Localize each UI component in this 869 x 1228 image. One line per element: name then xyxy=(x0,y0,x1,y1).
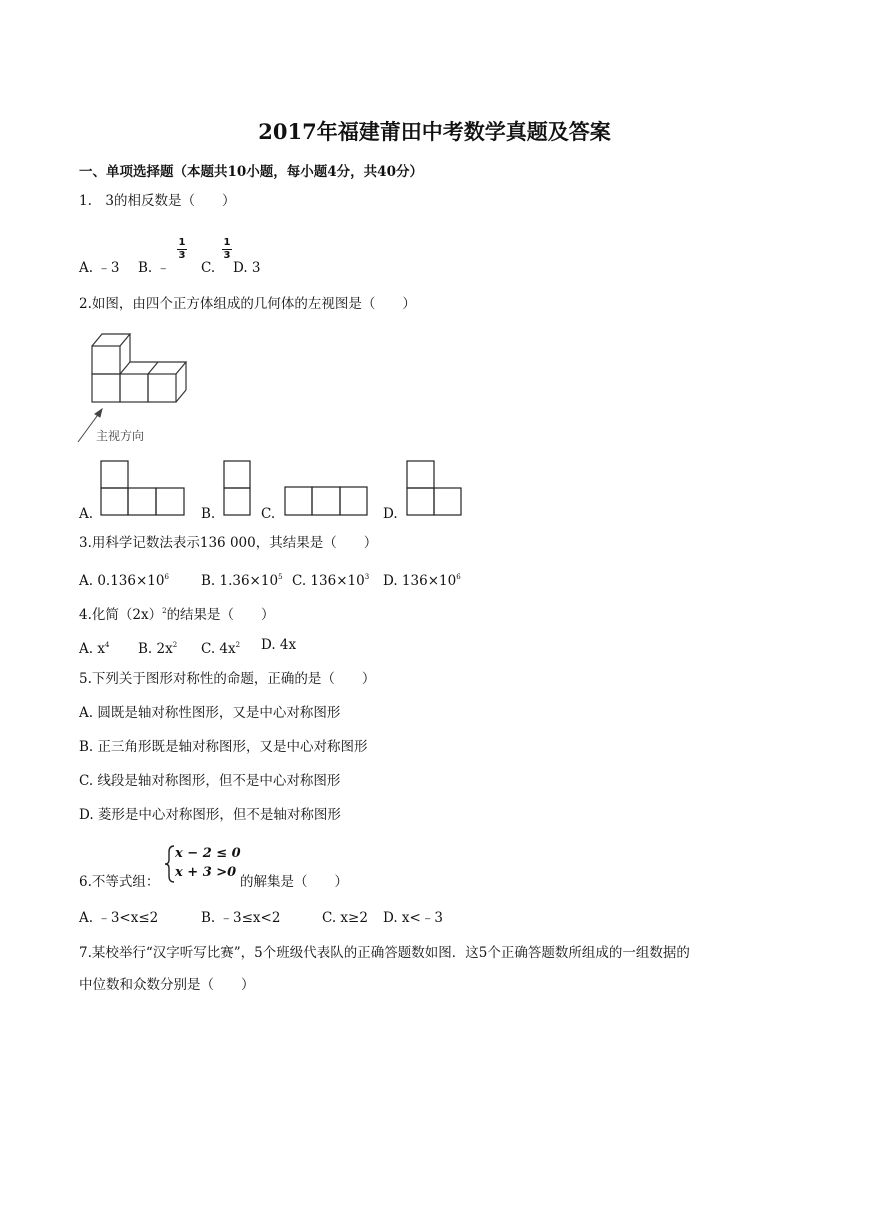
question-6-option-b: B. ﹣3≤x<2 xyxy=(201,910,281,926)
question-6-stem-suffix: 的解集是（ ） xyxy=(240,874,348,890)
question-5-option-c: C. 线段是轴对称图形，但不是中心对称图形 xyxy=(79,773,341,789)
question-7-line-1: 7.某校举行“汉字听写比赛”，5个班级代表队的正确答题数如图．这5个正确答题数所组成的一组数据的 xyxy=(79,945,690,961)
question-2-option-c: C. xyxy=(261,506,276,522)
question-1-option-d: D. 3 xyxy=(233,260,261,276)
question-6-option-d: D. x<﹣3 xyxy=(383,910,443,926)
question-1-option-a: A. ﹣3 xyxy=(79,260,120,276)
page-title: 2017年福建莆田中考数学真题及答案 xyxy=(258,119,611,144)
question-2-option-a: A. xyxy=(79,506,94,522)
question-6-stem-prefix: 6.不等式组： xyxy=(79,874,160,890)
section-header: 一、单项选择题（本题共10小题，每小题4分，共40分） xyxy=(79,164,423,180)
question-1-option-b-fraction xyxy=(177,238,187,261)
question-2-option-d: D. xyxy=(383,506,398,522)
question-7-line-2: 中位数和众数分别是（ ） xyxy=(79,977,255,993)
inequality-line-1: x − 2 ≤ 0 xyxy=(175,846,241,861)
question-2-option-b: B. xyxy=(201,506,216,522)
fraction-denominator: 3 xyxy=(178,250,186,261)
fraction-numerator: 1 xyxy=(223,237,231,248)
question-5-option-a: A. 圆既是轴对称性图形，又是中心对称图形 xyxy=(79,705,341,721)
question-1-option-b: B. ﹣ xyxy=(138,260,171,276)
question-6-option-a: A. ﹣3<x≤2 xyxy=(79,910,159,926)
question-4-stem: 4.化简$(2x)^2$的结果是（ ） xyxy=(79,607,275,623)
fraction-numerator: 1 xyxy=(178,237,186,248)
question-3-option-c: C. $136\times 10^3$ xyxy=(292,573,370,589)
question-3-option-d: D. $136\times 10^6$ xyxy=(383,573,461,589)
question-3-option-a: A. $0.136\times 10^6$ xyxy=(79,573,169,589)
question-1-option-c-fraction xyxy=(222,238,232,261)
question-4-option-d: D. 4x xyxy=(261,637,297,653)
question-3-stem: 3.用科学记数法表示136 000，其结果是（ ） xyxy=(79,535,378,551)
question-5-option-b: B. 正三角形既是轴对称图形，又是中心对称图形 xyxy=(79,739,368,755)
option-c-view-figure xyxy=(284,486,370,518)
question-1-option-c: C. xyxy=(201,260,216,276)
question-5-stem: 5.下列关于图形对称性的命题，正确的是（ ） xyxy=(79,671,376,687)
option-d-view-figure xyxy=(406,460,464,518)
question-5-option-d: D. 菱形是中心对称图形，但不是轴对称图形 xyxy=(79,807,341,823)
question-4-option-a: A. $x^4$ xyxy=(79,641,110,657)
view-direction-label: 主视方向 xyxy=(96,429,145,443)
question-1-stem: 1. 3的相反数是（ ） xyxy=(79,193,236,209)
question-2-stem: 2.如图，由四个正方体组成的几何体的左视图是（ ） xyxy=(79,296,416,312)
question-4-option-c: C. $4x^2$ xyxy=(201,641,241,657)
option-a-view-figure xyxy=(100,460,186,518)
question-3-option-b: B. $1.36\times 10^5$ xyxy=(201,573,283,589)
fraction-denominator: 3 xyxy=(223,250,231,261)
inequality-line-2: x + 3 >0 xyxy=(175,865,237,880)
option-b-view-figure xyxy=(223,460,253,518)
question-6-option-c: C. x≥2 xyxy=(322,910,368,926)
question-4-option-b: B. $2x^2$ xyxy=(138,641,178,657)
